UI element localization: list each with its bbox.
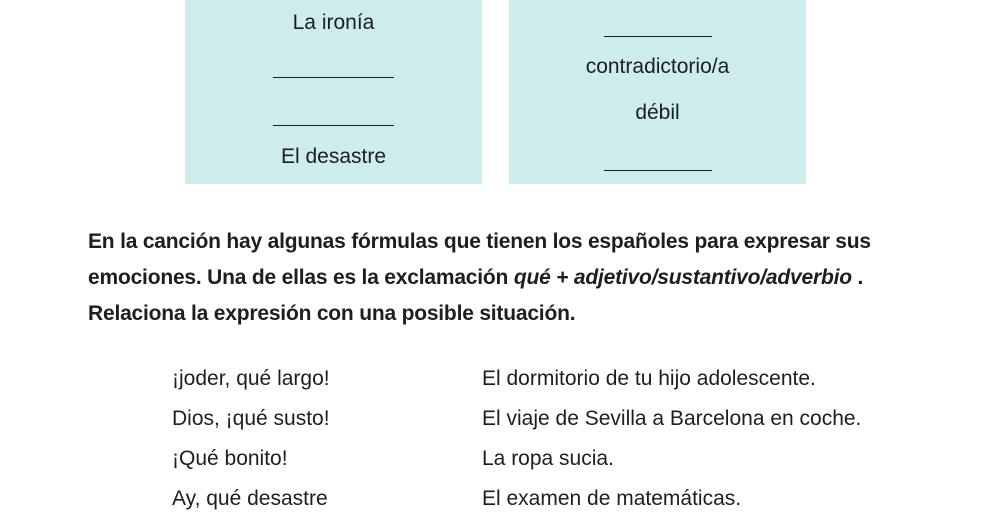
exercise-instruction xyxy=(88,224,988,332)
expressions-column xyxy=(172,359,330,519)
instruction-line-2 xyxy=(88,260,988,296)
situation-item[interactable]: El examen de matemáticas. xyxy=(482,487,742,510)
expression-item[interactable]: ¡Qué bonito! xyxy=(172,447,288,470)
box-right-blank-4 xyxy=(509,146,806,178)
instruction-line-2-suffix: . xyxy=(851,266,864,289)
expression-item[interactable]: Ay, qué desastre xyxy=(172,487,328,510)
instruction-line-1: En la canción hay algunas fórmulas que tienen los españoles para expresar sus xyxy=(88,230,871,253)
box-right-blank-1 xyxy=(509,12,806,44)
vocabulary-box-left xyxy=(185,0,482,184)
fill-in-blank[interactable] xyxy=(604,146,712,171)
fill-in-blank[interactable] xyxy=(273,56,394,78)
expression-item[interactable]: Dios, ¡qué susto! xyxy=(172,407,330,430)
situation-item[interactable]: La ropa sucia. xyxy=(482,447,614,470)
box-left-item-1: La ironía xyxy=(292,11,375,34)
fill-in-blank[interactable] xyxy=(604,12,712,37)
box-left-blank-2 xyxy=(185,56,482,85)
instruction-line-3: Relaciona la expresión con una posible situación. xyxy=(88,302,576,325)
situations-column xyxy=(482,359,861,519)
expression-item[interactable]: ¡joder, qué largo! xyxy=(172,367,330,390)
box-right-item-3: débil xyxy=(635,101,680,124)
fill-in-blank[interactable] xyxy=(273,101,394,126)
box-left-item-4: El desastre xyxy=(280,145,387,168)
box-right-item-2: contradictorio/a xyxy=(585,55,730,78)
instruction-formula: qué + adjetivo/sustantivo/adverbio xyxy=(513,266,852,289)
situation-item[interactable]: El dormitorio de tu hijo adolescente. xyxy=(482,367,816,390)
situation-item[interactable]: El viaje de Sevilla a Barcelona en coche. xyxy=(482,407,862,430)
instruction-line-2-prefix: emociones. Una de ellas es la exclamación xyxy=(88,266,514,289)
vocabulary-box-right xyxy=(509,0,806,184)
box-left-blank-3 xyxy=(185,101,482,133)
